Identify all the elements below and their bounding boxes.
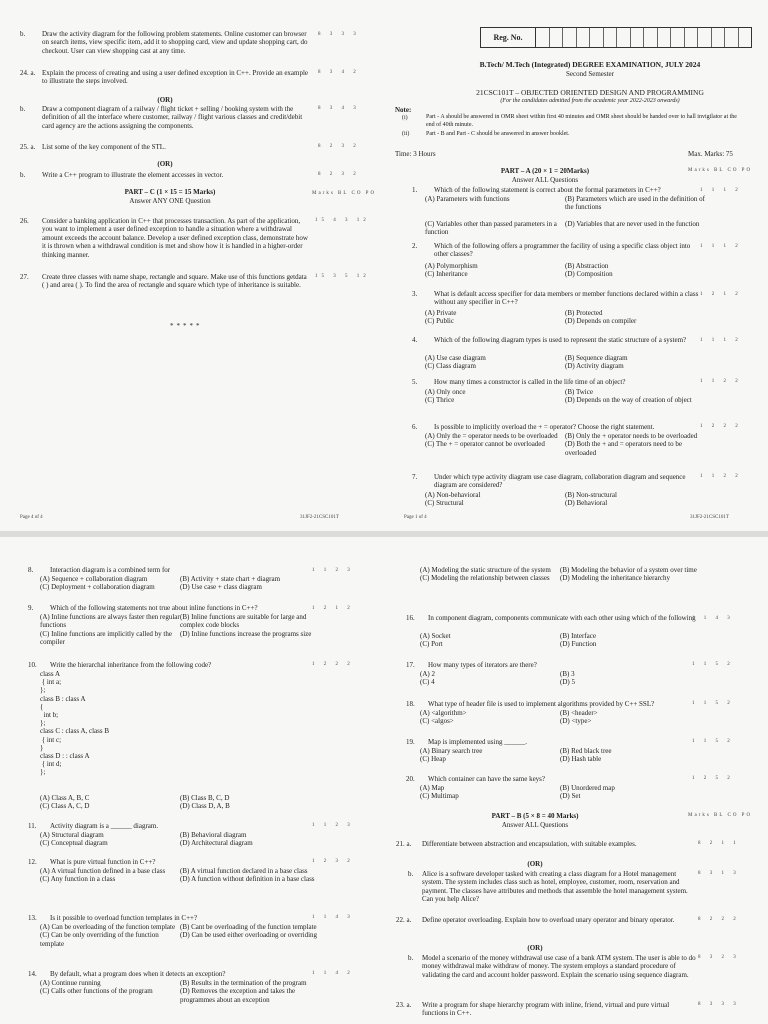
- option-d: (D) Can be used either overloading or overriding: [180, 931, 318, 940]
- option-b: (B) Modeling the behavior of a system over time: [560, 566, 697, 574]
- question-text: Which of the following statement is correct about the formal parameters in C++?: [434, 186, 661, 194]
- option-d: (D) Modeling the inheritance hierarchy: [560, 574, 671, 583]
- options-q7: [425, 491, 705, 508]
- part-b-subtitle: Answer ALL Questions: [501, 821, 569, 829]
- reg-cell: [698, 28, 712, 47]
- question-text: Under which type activity diagram use case diagram, collaboration diagram and sequence diagram are considered?: [434, 473, 686, 490]
- marks-bl-co-po: 1 2 2 2: [700, 424, 742, 429]
- or-separator: (OR): [527, 860, 543, 868]
- options-q2: [425, 262, 705, 279]
- marks-bl-co-po: 8 3 3 3: [698, 1002, 740, 1007]
- note-1: Part - A should be answered in OMR sheet within first 40 minutes and OMR sheet should be handed over to hall invigilator at the end of 40th minute.: [426, 114, 737, 128]
- option-c: (C) Multimap: [420, 792, 459, 801]
- question-number: 23. a.: [396, 1001, 412, 1009]
- question-text: Draw a component diagram of a railway / flight ticket + selling / booking system with the definition of all the interface where customer, railway / flight various classes and credit/debit card agency are the actions assigning the components.: [42, 105, 303, 130]
- note-label: Note:: [395, 106, 412, 114]
- reg-cell: [644, 28, 658, 47]
- question-number: 3.: [412, 290, 418, 298]
- question-number: 21. a.: [396, 840, 412, 848]
- options-q15: [420, 566, 700, 583]
- option-c: (C) Variables other than passed parameters in a function: [425, 219, 557, 237]
- marks-bl-co-po: 15 3 5 12: [315, 274, 370, 279]
- question-number: 22. a.: [396, 916, 412, 924]
- options-q4: [425, 354, 705, 371]
- reg-cell: [536, 28, 550, 47]
- question-text: Which of the following diagram types is used to represent the static structure of a system?: [434, 336, 687, 344]
- option-a: (A) Non-behavioral: [425, 491, 481, 499]
- marks-column-header: Marks BL CO PO: [312, 191, 377, 196]
- marks-bl-co-po: 1 2 2 2: [312, 662, 354, 667]
- option-b: (B) Red black tree: [560, 747, 612, 755]
- option-b: (B) 3: [560, 670, 575, 678]
- question-text: Is possible to implicitly overload the + = operator? Choose the right statement.: [434, 423, 655, 431]
- marks-bl-co-po: 8 2 1 1: [698, 841, 740, 846]
- question-number: 9.: [28, 604, 34, 612]
- question-text: Draw the activity diagram for the following problem statements. Online customer can browser on search items, view specific item, add it to shopping card, view and update shopping cart, do checkout. User can view shopping cast at any time.: [42, 30, 308, 55]
- option-c: (C) Can be only overriding of the function template: [40, 931, 159, 948]
- option-b: (B) Parameters which are used in the definition of the functions: [565, 195, 705, 212]
- question-text: Consider a banking application in C++ that processes transaction. As part of the application, you want to implement a user defined exception to handle a situation where a withdrawal amount exceeds the account balance. Develop a user defined exception class, demonstrate how it is thrown when a withdrawal condition is met and show how it is handled in a higher-order thinking manner.: [42, 217, 308, 259]
- question-number: 24. a.: [20, 69, 36, 77]
- page-footer: Page 1 of 4: [404, 515, 427, 520]
- question-number: 4.: [412, 336, 418, 344]
- option-c: (C) Calls other functions of the program: [40, 987, 153, 996]
- option-d: (D) Inline functions increase the programs size: [180, 629, 312, 638]
- option-d: (D) Use case + class diagram: [180, 583, 262, 592]
- options-q17: [420, 670, 700, 687]
- reg-no-box: [480, 27, 752, 48]
- option-b: (B) Results in the termination of the program: [180, 979, 307, 987]
- question-number: 1.: [412, 186, 418, 194]
- paper-code: 31JF2-21CSC101T: [690, 515, 729, 520]
- marks-bl-co-po: 1 1 1 2: [700, 188, 742, 193]
- question-text: Which of the following offers a programmer the facility of using a specific class object into other classes?: [434, 242, 691, 259]
- option-b: (B) A virtual function declared in a base class: [180, 867, 308, 875]
- question-text: Is it possible to overload function templates in C++?: [50, 914, 198, 922]
- option-a: (A) 2: [420, 670, 435, 678]
- marks-column-header: Marks BL CO PO: [688, 168, 753, 173]
- course-subtitle: (For the candidates admitted from the academic year 2022-2023 onwards): [500, 98, 680, 104]
- option-d: (D) Class D, A, B: [180, 802, 230, 811]
- or-separator: (OR): [527, 944, 543, 952]
- option-a: (A) A virtual function defined in a base class: [40, 867, 166, 875]
- option-b: (B) Cant be overloading of the function template: [180, 923, 317, 931]
- options-q11: [40, 831, 320, 848]
- exam-duration: Time: 3 Hours: [395, 150, 436, 158]
- reg-cell: [617, 28, 631, 47]
- question-number: b.: [20, 30, 26, 38]
- option-d: (D) Activity diagram: [565, 362, 624, 371]
- question-number: 14.: [28, 970, 37, 978]
- options-q18: [420, 709, 700, 726]
- reg-cell: [577, 28, 591, 47]
- options-q3: [425, 309, 705, 326]
- or-separator: (OR): [157, 96, 173, 104]
- question-number: 8.: [28, 566, 34, 574]
- option-a: (A) <algorithm>: [420, 709, 467, 717]
- part-a-subtitle: Answer ALL Questions: [511, 176, 579, 184]
- question-number: 6.: [412, 423, 418, 431]
- option-c: (C) Thrice: [425, 396, 455, 405]
- question-text: What is default access specifier for data members or member functions declared within a class without any specifier in C++?: [434, 290, 699, 307]
- paper-code: 31JF2-21CSC101T: [300, 515, 339, 520]
- options-q8: [40, 575, 320, 592]
- option-d: (D) <type>: [560, 717, 592, 726]
- question-text: How many types of iterators are there?: [428, 661, 537, 669]
- option-a: (A) Can be overloading of the function template: [40, 923, 176, 931]
- marks-bl-co-po: 1 2 1 2: [700, 292, 742, 297]
- option-d: (D) Variables that are never used in the function: [565, 219, 700, 228]
- option-b: (B) Twice: [565, 388, 593, 396]
- marks-bl-co-po: 1 1 1 2: [700, 244, 742, 249]
- options-q9: [40, 613, 320, 647]
- reg-cell: [658, 28, 672, 47]
- question-number: 19.: [406, 738, 415, 746]
- option-b: (B) Only the + operator needs to be overloaded: [565, 432, 698, 440]
- question-text: What is pure virtual function in C++?: [50, 858, 156, 866]
- option-a: (A) Parameters with functions: [425, 195, 510, 203]
- question-number: 27.: [20, 273, 29, 281]
- options-q1: [425, 195, 705, 237]
- option-b: (B) Non-structural: [565, 491, 617, 499]
- question-number: 18.: [406, 700, 415, 708]
- marks-bl-co-po: 1 1 1 2: [700, 338, 742, 343]
- reg-cell: [739, 28, 752, 47]
- end-of-paper-stars: *****: [170, 322, 203, 330]
- question-text: Write a C++ program to illustrate the element accesses in vector.: [42, 171, 224, 179]
- option-c: (C) Any function in a class: [40, 875, 116, 884]
- option-a: (A) Socket: [420, 632, 451, 640]
- question-text: Write the hierarchal inheritance from the following code?: [50, 661, 212, 669]
- question-number: b.: [20, 171, 26, 179]
- option-d: (D) Behavioral: [565, 499, 608, 508]
- reg-cell: [712, 28, 726, 47]
- option-c: (C) Conceptual diagram: [40, 839, 108, 848]
- option-a: (A) Structural diagram: [40, 831, 104, 839]
- note-number: (i): [402, 115, 408, 121]
- question-text: Define operator overloading. Explain how to overload unary operator and binary operator.: [422, 916, 675, 924]
- question-text: Write a program for shape hierarchy program with inline, friend, virtual and pure virtual functions in C++.: [422, 1001, 670, 1018]
- reg-cell: [631, 28, 645, 47]
- option-c: (C) 4: [420, 678, 435, 687]
- option-b: (B) <header>: [560, 709, 598, 717]
- question-text: Map is implemented using ______.: [428, 738, 527, 746]
- question-text: Activity diagram is a ______ diagram.: [50, 822, 159, 830]
- reg-cell: [604, 28, 618, 47]
- course-title: 21CSC101T – OBJECTED ORIENTED DESIGN AND PROGRAMMING: [476, 88, 704, 97]
- reg-cell: [725, 28, 739, 47]
- question-text: Explain the process of creating and using a user defined exception in C++. Provide an example to illustrate the steps involved.: [42, 69, 309, 86]
- option-a: (A) Inline functions are always faster then regular functions: [40, 613, 180, 630]
- marks-bl-co-po: 1 1 5 2: [692, 701, 734, 706]
- options-q13: [40, 923, 320, 948]
- question-number: b.: [20, 105, 26, 113]
- marks-bl-co-po: 8 2 2 2: [698, 917, 740, 922]
- question-number: b.: [408, 870, 414, 878]
- option-d: (D) Depends on the way of creation of object: [565, 396, 692, 405]
- option-b: (B) Abstraction: [565, 262, 609, 270]
- question-number: 20.: [406, 775, 415, 783]
- option-c: (C) Port: [420, 640, 443, 649]
- question-text: In component diagram, components communicate with each other using which of the following: [428, 614, 696, 622]
- note-number: (ii): [402, 131, 410, 137]
- options-q20: [420, 784, 700, 801]
- options-q19: [420, 747, 700, 764]
- marks-bl-co-po: 8 3 3 3: [318, 32, 360, 37]
- reg-cell: [671, 28, 685, 47]
- question-text: Which container can have the same keys?: [428, 775, 546, 783]
- or-separator: (OR): [157, 160, 173, 168]
- reg-cell: [685, 28, 699, 47]
- options-q5: [425, 388, 705, 405]
- options-q16: [420, 632, 700, 649]
- marks-bl-co-po: 1 1 5 2: [692, 662, 734, 667]
- question-text: What type of header file is used to implement algorithms provided by C++ SSL?: [428, 700, 655, 708]
- part-b-title: PART – B (5 × 8 = 40 Marks): [491, 812, 579, 820]
- question-number: 7.: [412, 473, 418, 481]
- question-number: 5.: [412, 378, 418, 386]
- question-number: 11.: [28, 822, 37, 830]
- question-number: 25. a.: [20, 143, 36, 151]
- marks-bl-co-po: 1 2 1 2: [312, 606, 354, 611]
- options-q12: [40, 867, 320, 884]
- option-c: (C) Public: [425, 317, 454, 326]
- exam-title: B.Tech/ M.Tech (Integrated) DEGREE EXAMINATION, JULY 2024: [479, 60, 701, 69]
- marks-bl-co-po: 8 3 4 2: [318, 70, 360, 75]
- reg-no-label: Reg. No.: [481, 28, 536, 47]
- option-b: (B) Behavioral diagram: [180, 831, 247, 839]
- option-c: (C) Deployment + collaboration diagram: [40, 583, 155, 592]
- option-c: (C) Inheritance: [425, 270, 468, 279]
- max-marks: Max. Marks: 75: [688, 150, 733, 158]
- option-b: (B) Class B, C, D: [180, 794, 230, 802]
- question-number: 13.: [28, 914, 37, 922]
- marks-bl-co-po: 8 3 4 3: [318, 106, 360, 111]
- marks-bl-co-po: 1 1 5 2: [692, 739, 734, 744]
- option-a: (A) Class A, B, C: [40, 794, 90, 802]
- question-number: 10.: [28, 661, 37, 669]
- option-a: (A) Continue running: [40, 979, 101, 987]
- note-2: Part - B and Part - C should be answered in answer booklet.: [426, 131, 570, 137]
- option-d: (D) Both the + and = operators need to be overloaded: [565, 440, 682, 457]
- options-q14: [40, 979, 320, 1004]
- option-c: (C) Inline functions are implicitly called by the compiler: [40, 629, 172, 647]
- marks-bl-co-po: 1 1 4 3: [312, 915, 354, 920]
- option-d: (D) Composition: [565, 270, 613, 279]
- option-c: (C) Class diagram: [425, 362, 476, 371]
- option-d: (D) Set: [560, 792, 581, 801]
- question-number: 16.: [406, 614, 415, 622]
- question-text: By default, what a program does when it detects an exception?: [50, 970, 226, 978]
- page-4-of-4: [0, 0, 384, 530]
- option-a: (A) Polymorphism: [425, 262, 478, 270]
- part-a-title: PART – A (20 × 1 = 20Marks): [500, 167, 590, 175]
- marks-bl-co-po: 1 1 2 2: [700, 379, 742, 384]
- question-number: 2.: [412, 242, 418, 250]
- question-number: 26.: [20, 217, 29, 225]
- options-q6: [425, 432, 705, 457]
- option-b: (B) Sequence diagram: [565, 354, 628, 362]
- question-text: How many times a constructor is called in the life time of an object?: [434, 378, 626, 386]
- reg-cell: [550, 28, 564, 47]
- reg-cell: [590, 28, 604, 47]
- option-d: (D) Hash table: [560, 755, 602, 764]
- option-a: (A) Modeling the static structure of the system: [420, 566, 551, 574]
- part-c-title: PART – C (1 × 15 = 15 Marks): [124, 188, 216, 196]
- marks-bl-co-po: 1 2 3 2: [312, 859, 354, 864]
- option-a: (A) Map: [420, 784, 445, 792]
- marks-bl-co-po: 1 1 4 3: [692, 616, 734, 621]
- question-number: 12.: [28, 858, 37, 866]
- option-b: (B) Unordered map: [560, 784, 615, 792]
- option-d: (D) Architectural diagram: [180, 839, 253, 848]
- marks-bl-co-po: 1 1 2 3: [312, 568, 354, 573]
- question-number: 17.: [406, 661, 415, 669]
- question-text: Alice is a software developer tasked with creating a class diagram for a Hotel management system. The system includes class such as hotel, employee, customer, room, reservation and payment. The classes have attributes and methods that assemble the hotel management system. Can you help Alice?: [422, 870, 688, 904]
- question-text: Differentiate between abstraction and encapsulation, with suitable examples.: [422, 840, 637, 848]
- option-c: (C) Modeling the relationship between classes: [420, 574, 550, 583]
- page-footer: Page 4 of 4: [20, 515, 43, 520]
- question-text: Which of the following statements not true about inline functions in C++?: [50, 604, 258, 612]
- marks-bl-co-po: 8 3 1 3: [698, 871, 740, 876]
- option-b: (B) Activity + state chart + diagram: [180, 575, 281, 583]
- marks-bl-co-po: 1 1 2 2: [700, 474, 742, 479]
- reg-cell: [563, 28, 577, 47]
- option-a: (A) Use case diagram: [425, 354, 486, 362]
- marks-bl-co-po: 1 1 2 3: [312, 823, 354, 828]
- marks-column-header: Marks BL CO PO: [688, 813, 753, 818]
- semester: Second Semester: [565, 70, 614, 78]
- question-text: Model a scenario of the money withdrawal use case of a bank ATM system. The user is able to do money withdrawal make withdraw of money. The system employs a standard procedure of validating the card and account holder password. Explain the scenario using sequence diagram.: [422, 954, 696, 979]
- part-c-subtitle: Answer ANY ONE Question: [129, 197, 211, 205]
- option-a: (A) Binary search tree: [420, 747, 483, 755]
- marks-bl-co-po: 8 2 3 2: [318, 172, 360, 177]
- option-c: (C) Heap: [420, 755, 446, 764]
- option-d: (D) Function: [560, 640, 597, 649]
- option-b: (B) Inline functions are suitable for large and complex code blocks: [180, 613, 307, 630]
- question-text: List some of the key component of the STL.: [42, 143, 166, 151]
- option-c: (C) <algos>: [420, 717, 454, 726]
- options-q10: [40, 794, 320, 811]
- option-d: (D) Removes the exception and takes the programmes about an exception: [180, 987, 296, 1004]
- option-b: (B) Protected: [565, 309, 603, 317]
- question-text: Interaction diagram is a combined term for: [50, 566, 171, 574]
- marks-bl-co-po: 1 1 4 2: [312, 971, 354, 976]
- code-snippet: class A { int a; }; class B : class A { int b; }; class C : class A, class B { int c; } class D : : class A { int d; };: [40, 670, 110, 777]
- option-d: (D) 5: [560, 678, 575, 687]
- option-d: (D) Depends on compiler: [565, 317, 637, 326]
- option-a: (A) Sequence + collaboration diagram: [40, 575, 148, 583]
- question-text: Create three classes with name shape, rectangle and square. Make use of this functions getdata ( ) and area ( ). To find the area of rectangle and square which type of inheritance is suitable.: [42, 273, 307, 290]
- option-c: (C) Class A, C, D: [40, 802, 90, 811]
- option-a: (A) Only the = operator needs to be overloaded: [425, 432, 558, 440]
- option-b: (B) Interface: [560, 632, 596, 640]
- question-number: b.: [408, 954, 414, 962]
- marks-bl-co-po: 1 2 5 2: [692, 776, 734, 781]
- marks-bl-co-po: 15 4 3 12: [315, 218, 370, 223]
- option-a: (A) Only once: [425, 388, 466, 396]
- option-a: (A) Private: [425, 309, 457, 317]
- marks-bl-co-po: 8 2 3 2: [318, 144, 360, 149]
- marks-bl-co-po: 8 3 2 3: [698, 955, 740, 960]
- option-c: (C) The + = operator cannot be overloaded: [425, 440, 545, 449]
- page-divider: [0, 531, 768, 537]
- option-c: (C) Structural: [425, 499, 464, 508]
- option-d: (D) A function without definition in a base class: [180, 875, 315, 884]
